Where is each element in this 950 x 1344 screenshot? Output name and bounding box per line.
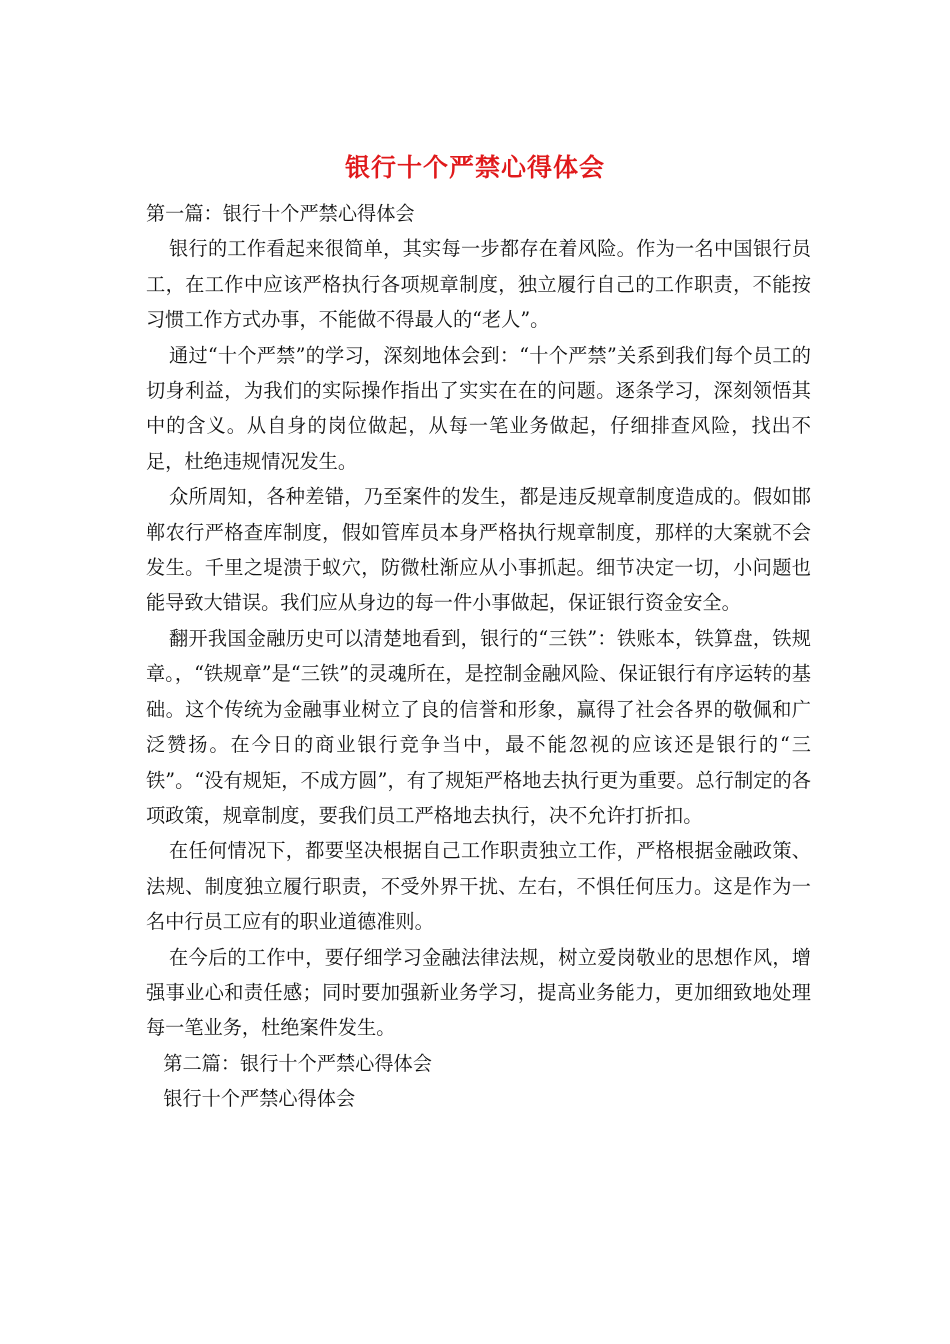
section-heading-1: 第一篇：银行十个严禁心得体会 xyxy=(146,202,415,225)
paragraph-3: 众所周知，各种差错，乃至案件的发生，都是违反规章制度造成的。假如邯郸农行严格查库制度，假如管库员本身严格执行规章制度，那样的大案就不会发生。千里之堤溃于蚁穴，防微杜渐应从小事抓起。细节决定一切，小问题也能导致大错误。我们应从身边的每一件小事做起，保证银行资金安全。 xyxy=(146,485,811,615)
paragraph-1: 银行的工作看起来很简单，其实每一步都存在着风险。作为一名中国银行员工，在工作中应该严格执行各项规章制度，独立履行自己的工作职责，不能按习惯工作方式办事，不能做不得最人的“老人”。 xyxy=(146,237,811,332)
document-title: 银行十个严禁心得体会 xyxy=(344,153,605,182)
paragraph-6: 在今后的工作中，要仔细学习金融法律法规，树立爱岗敬业的思想作风，增强事业心和责任感；同时要加强新业务学习，提高业务能力，更加细致地处理每一笔业务，杜绝案件发生。 xyxy=(146,945,811,1040)
paragraph-4: 翻开我国金融历史可以清楚地看到，银行的“三铁”：铁账本，铁算盘，铁规章。，“铁规章”是“三铁”的灵魂所在，是控制金融风险、保证银行有序运转的基础。这个传统为金融事业树立了良的信誉和形象，赢得了社会各界的敬佩和广泛赞扬。在今日的商业银行竞争当中，最不能忽视的应该还是银行的“三铁”。“没有规矩，不成方圆”，有了规矩严格地去执行更为重要。总行制定的各项政策，规章制度，要我们员工严格地去执行，决不允许打折扣。 xyxy=(146,626,811,827)
section-subtitle-2: 银行十个严禁心得体会 xyxy=(163,1087,356,1111)
section-heading-2: 第二篇：银行十个严禁心得体会 xyxy=(163,1051,432,1075)
paragraph-5: 在任何情况下，都要坚决根据自己工作职责独立工作，严格根据金融政策、法规、制度独立履行职责，不受外界干扰、左右，不惧任何压力。这是作为一名中行员工应有的职业道德准则。 xyxy=(146,839,811,934)
paragraph-2: 通过“十个严禁”的学习，深刻地体会到：“十个严禁”关系到我们每个员工的切身利益，为我们的实际操作指出了实实在在的问题。逐条学习，深刻领悟其中的含义。从自身的岗位做起，从每一笔业务做起，仔细排查风险，找出不足，杜绝违规情况发生。 xyxy=(146,343,811,473)
document-body xyxy=(146,196,811,1117)
